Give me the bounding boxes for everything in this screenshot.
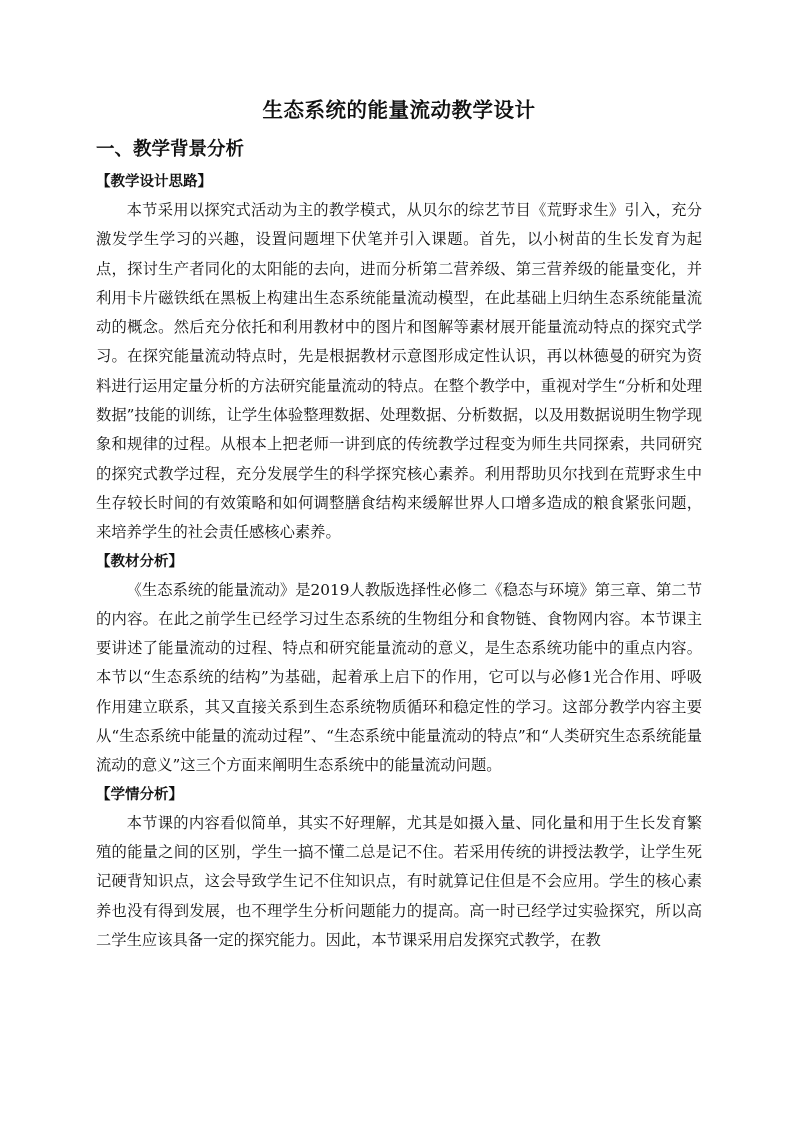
section-heading-background-analysis: 一、教学背景分析: [96, 139, 245, 160]
paragraph-textbook-analysis: 《生态系统的能量流动》是2019人教版选择性必修二《稳态与环境》第三章、第二节的内容。在此之前学生已经学习过生态系统的生物组分和食物链、食物网内容。本节课主要讲述了能量流动的过程、特点和研究能量流动的意义，是生态系统功能中的重点内容。本节以“生态系统的结构”为基础，起着承上启下的作用，它可以与必修1光合作用、呼吸作用建立联系，其又直接关系到生态系统物质循环和稳定性的学习。这部分教学内容主要从“生态系统中能量的流动过程”、“生态系统中能量流动的特点”和“人类研究生态系统能量流动的意义”这三个方面来阐明生态系统中的能量流动问题。: [96, 580, 702, 775]
paragraph-design-idea: 本节采用以探究式活动为主的教学模式，从贝尔的综艺节目《荒野求生》引入，充分激发学生学习的兴趣，设置问题埋下伏笔并引入课题。首先，以小树苗的生长发育为起点，探讨生产者同化的太阳能的去向，进而分析第二营养级、第三营养级的能量变化，并利用卡片磁铁纸在黑板上构建出生态系统能量流动模型，在此基础上归纳生态系统能量流动的概念。然后充分依托和利用教材中的图片和图解等素材展开能量流动特点的探究式学习。在探究能量流动特点时，先是根据教材示意图形成定性认识，再以林德曼的研究为资料进行运用定量分析的方法研究能量流动的特点。在整个教学中，重视对学生“分析和处理数据”技能的训练，让学生体验整理数据、处理数据、分析数据，以及用数据说明生物学现象和规律的过程。从根本上把老师一讲到底的传统教学过程变为师生共同探索，共同研究的探究式教学过程，充分发展学生的科学探究核心素养。利用帮助贝尔找到在荒野求生中生存较长时间的有效策略和如何调整膳食结构来缓解世界人口增多造成的粮食紧张问题，来培养学生的社会责任感核心素养。: [96, 201, 702, 542]
document-title: 生态系统的能量流动教学设计: [262, 98, 536, 122]
subsection-heading-textbook-analysis: 【教材分析】: [96, 553, 183, 570]
paragraph-student-analysis: 本节课的内容看似简单，其实不好理解，尤其是如摄入量、同化量和用于生长发育繁殖的能量之间的区别，学生一搞不懂二总是记不住。若采用传统的讲授法教学，让学生死记硬背知识点，这会导致学生记不住知识点，有时就算记住但是不会应用。学生的核心素养也没有得到发展，也不理学生分析问题能力的提高。高一时已经学过实验探究，所以高二学生应该具备一定的探究能力。因此，本节课采用启发探究式教学，在教: [96, 813, 702, 949]
subsection-heading-design-idea: 【教学设计思路】: [96, 174, 212, 190]
subsection-heading-student-analysis: 【学情分析】: [96, 786, 183, 803]
